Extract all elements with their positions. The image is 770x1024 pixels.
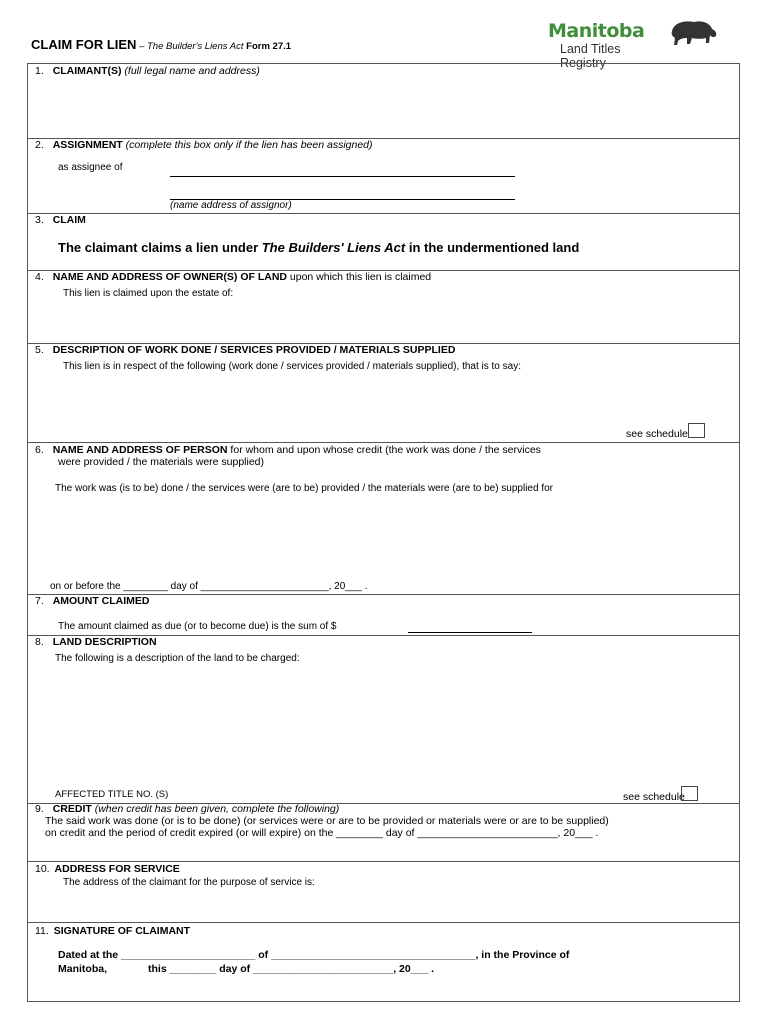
section-title: SIGNATURE OF CLAIMANT (53, 925, 191, 937)
section-owner-heading (35, 271, 431, 283)
section-note: (complete this box only if the lien has been assigned) (122, 139, 373, 151)
affected-title-label: AFFECTED TITLE NO. (S) (55, 789, 169, 800)
claimant-input-area[interactable] (30, 80, 735, 135)
amount-field[interactable] (408, 632, 532, 633)
owner-input-area[interactable] (30, 302, 735, 340)
land-description-text: The following is a description of the land to be charged: (55, 653, 300, 664)
section-claim-heading (35, 214, 86, 226)
claim-statement (58, 240, 579, 255)
section-person-heading (35, 444, 541, 456)
divider (27, 922, 740, 923)
assignor-line-1[interactable] (170, 176, 515, 177)
signature-date-line[interactable]: this ________ day of ________________________, 20___ . (148, 963, 435, 975)
land-input-area[interactable] (30, 668, 735, 783)
section-address-heading (35, 863, 180, 875)
form-title (31, 37, 291, 52)
assignee-label: as assignee of (58, 162, 123, 173)
section-title: NAME AND ADDRESS OF PERSON (52, 444, 228, 456)
dated-at-line[interactable]: Dated at the _______________________ of ___________________________________, in the Province of (58, 949, 570, 961)
claim-text: The claimant claims a lien under (58, 240, 262, 255)
divider (27, 213, 740, 214)
bison-icon (668, 17, 720, 49)
section-title: AMOUNT CLAIMED (52, 595, 150, 607)
section-title: CLAIMANT(S) (52, 65, 122, 77)
section-credit-heading (35, 803, 339, 815)
section-note: (when credit has been given, complete the following) (91, 803, 340, 815)
credit-line-1: The said work was done (or is to be done) (or services were or are to be provided or materials were or are to be supplied) (45, 815, 609, 827)
section-title: NAME AND ADDRESS OF OWNER(S) OF LAND (52, 271, 287, 283)
section-number: 5. (35, 344, 44, 356)
assignor-caption: (name address of assignor) (170, 200, 292, 211)
schedule-checkbox[interactable] (688, 423, 705, 438)
section-work-heading (35, 344, 455, 356)
section-number: 1. (35, 65, 44, 77)
section-number: 11. (35, 925, 49, 937)
section-number: 3. (35, 214, 44, 226)
province-name: Manitoba, (58, 963, 107, 975)
work-for-text: The work was (is to be) done / the services were (are to be) provided / the materials were (are to be) supplied for (55, 483, 554, 494)
logo-land-titles: Land Titles (560, 42, 621, 56)
section-land-heading (35, 636, 157, 648)
section-title: CREDIT (52, 803, 92, 815)
logo-wordmark: Manitoba (548, 20, 645, 42)
section-number: 7. (35, 595, 44, 607)
logo-registry: Registry (560, 56, 606, 70)
section-number: 10. (35, 863, 50, 875)
claim-text-end: in the undermentioned land (405, 240, 580, 255)
see-schedule-label: see schedule (623, 791, 685, 803)
person-heading-line2: were provided / the materials were supplied) (58, 456, 265, 468)
section-title: ADDRESS FOR SERVICE (54, 863, 180, 875)
section-tail: for whom and upon whose credit (the work was done / the services (227, 444, 541, 456)
section-assignment-heading (35, 139, 373, 151)
section-number: 4. (35, 271, 44, 283)
section-title: LAND DESCRIPTION (52, 636, 157, 648)
title-dash: – (136, 41, 147, 52)
schedule-checkbox[interactable] (681, 786, 698, 801)
section-signature-heading (35, 925, 190, 937)
section-claimant-heading (35, 65, 260, 77)
claim-act: The Builders' Liens Act (261, 240, 406, 255)
work-description-text: This lien is in respect of the following (work done / services provided / materials supplied), that is to say: (63, 361, 521, 372)
section-note: (full legal name and address) (121, 65, 260, 77)
section-tail: upon which this lien is claimed (286, 271, 432, 283)
divider (27, 442, 740, 443)
work-input-area[interactable] (30, 376, 620, 426)
section-title: CLAIM (52, 214, 86, 226)
person-input-area[interactable] (30, 498, 735, 576)
credit-line-2[interactable]: on credit and the period of credit expired (or will expire) on the ________ day of ________________________, 20___ . (45, 827, 599, 839)
person-date-line[interactable]: on or before the ________ day of _______________________, 20___ . (50, 581, 368, 592)
section-number: 6. (35, 444, 44, 456)
address-input-area[interactable] (30, 892, 735, 919)
form-number: Form 27.1 (243, 41, 292, 52)
form-title-text: CLAIM FOR LIEN (31, 37, 137, 52)
section-title: ASSIGNMENT (52, 139, 123, 151)
address-text: The address of the claimant for the purpose of service is: (63, 877, 315, 888)
title-act: The Builder's Liens Act (147, 41, 244, 52)
owner-estate-text: This lien is claimed upon the estate of: (63, 288, 234, 299)
section-number: 8. (35, 636, 44, 648)
section-amount-heading (35, 595, 150, 607)
section-number: 2. (35, 139, 44, 151)
section-number: 9. (35, 803, 44, 815)
amount-text: The amount claimed as due (or to become due) is the sum of $ (58, 621, 337, 632)
section-title: DESCRIPTION OF WORK DONE / SERVICES PROVIDED / MATERIALS SUPPLIED (52, 344, 456, 356)
see-schedule-label: see schedule (626, 428, 688, 440)
divider (27, 861, 740, 862)
